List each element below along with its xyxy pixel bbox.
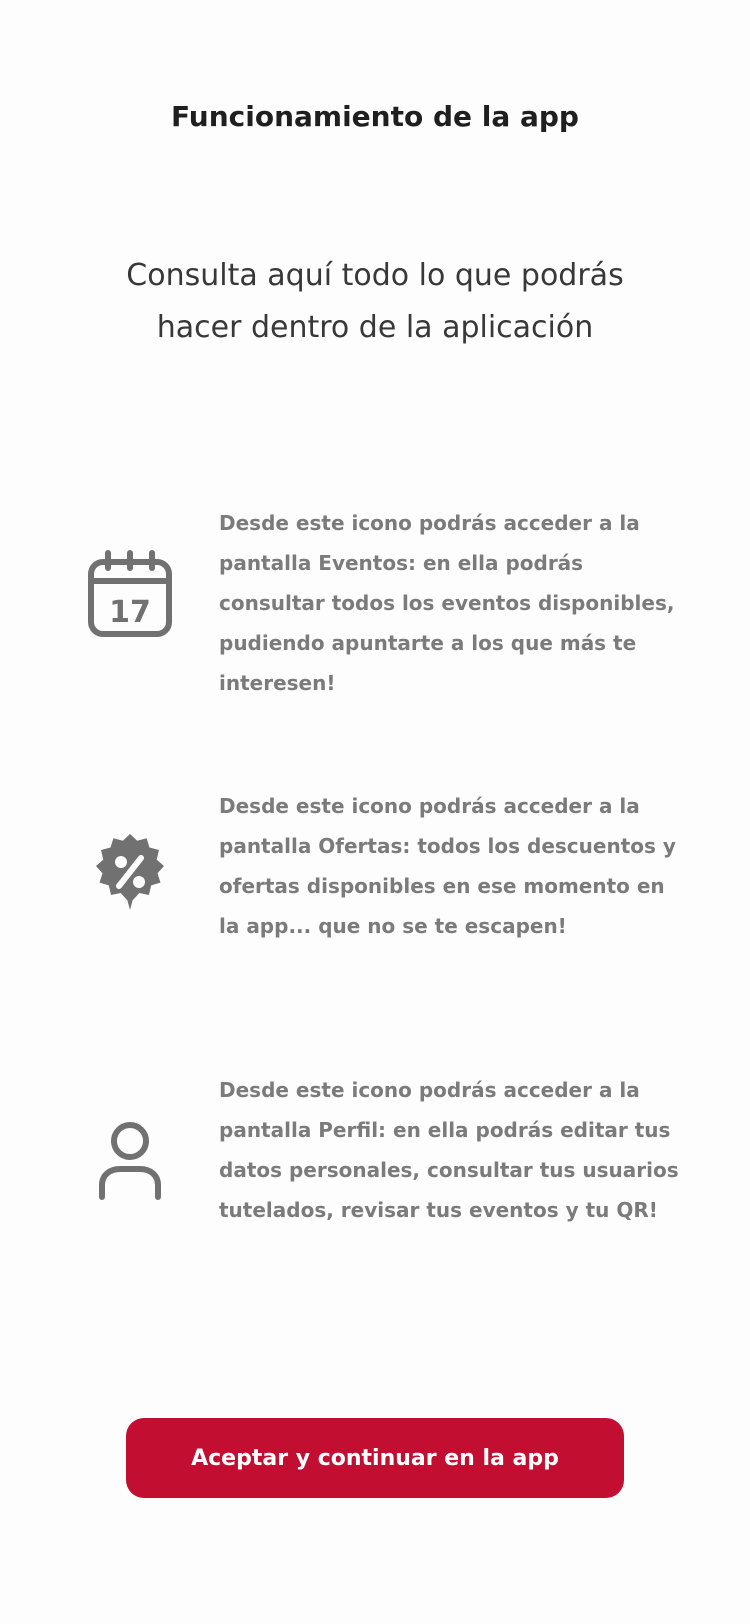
calendar-icon <box>80 544 180 644</box>
page-title: Funcionamiento de la app <box>171 100 579 133</box>
intro-subtitle: Consulta aquí todo lo que podrás hacer dentro de la aplicación <box>126 258 624 345</box>
feature-text-eventos: Desde este icono podrás acceder a la pantalla Eventos: en ella podrás consultar todos los eventos disponibles, pudiendo apuntarte a los que más te interesen! <box>219 511 675 695</box>
calendar-day-number: 17 <box>109 595 151 630</box>
user-icon <box>80 1111 180 1211</box>
feature-text-ofertas: Desde este icono podrás acceder a la pantalla Ofertas: todos los descuentos y ofertas disponibles en ese momento en la app... que no se te escapen! <box>219 794 676 938</box>
feature-text-perfil: Desde este icono podrás acceder a la pantalla Perfil: en ella podrás editar tus datos personales, consultar tus usuarios tutelados, revisar tus eventos y tu QR! <box>219 1078 679 1222</box>
accept-continue-button[interactable]: Aceptar y continuar en la app <box>126 1418 624 1498</box>
discount-badge-icon <box>80 822 180 922</box>
